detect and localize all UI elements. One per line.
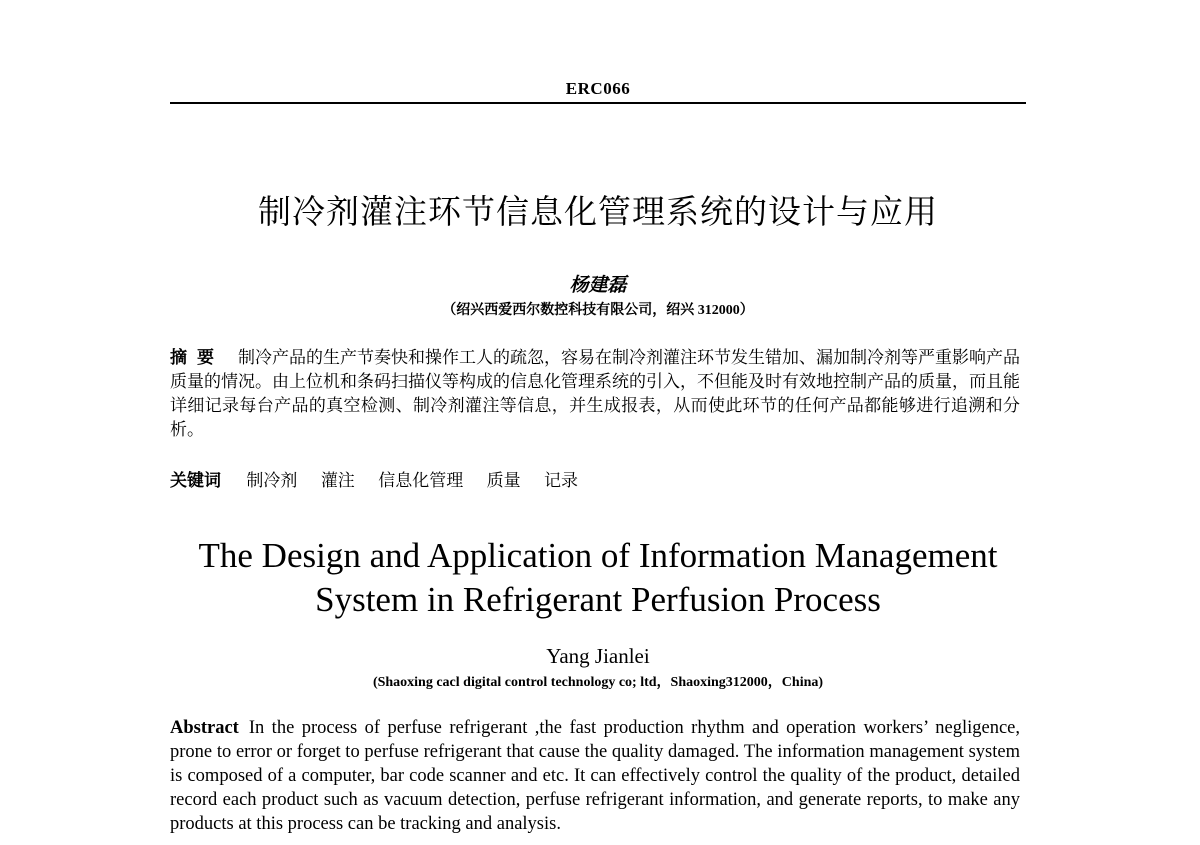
keyword: 信息化管理 [378,471,464,491]
english-affiliation: (Shaoxing cacl digital control technology co; ltd，Shaoxing312000，China) [372,675,824,690]
english-title-line: The Design and Application of Information Management [198,536,998,575]
chinese-abstract [170,346,1020,442]
english-title-line: System in Refrigerant Perfusion Process [315,580,881,619]
header-rule [170,102,1026,104]
chinese-abstract-text: 制冷产品的生产节奏快和操作工人的疏忽，容易在制冷剂灌注环节发生错加、漏加制冷剂等严重影响产品质量的情况。由上位机和条码扫描仪等构成的信息化管理系统的引入，不但能及时有效地控制产品的质量，而且能详细记录每台产品的真空检测、制冷剂灌注等信息，并生成报表，从而使此环节的任何产品都能够进行追溯和分析。 [170,348,1020,440]
keyword: 质量 [486,471,521,491]
paper-code: ERC066 [565,79,631,98]
english-abstract-label: Abstract [170,718,239,738]
english-author: Yang Jianlei [546,644,650,668]
keyword: 记录 [544,471,579,491]
chinese-affiliation: （绍兴西爱西尔数控科技有限公司，绍兴 312000） [442,303,754,318]
keyword: 灌注 [320,471,355,491]
english-abstract-text: In the process of perfuse refrigerant ,the fast production rhythm and operation workers’ negligence, prone to error or forget to perfuse refrigerant that cause the quality damaged. The information management system is composed of a computer, bar code scanner and etc. It can effectively control the quality of the product, detailed record each product such as vacuum detection, perfuse refrigerant information, and generate reports, to make any products at this process can be tracking and analysis. [170,718,1020,834]
chinese-abstract-label: 摘要 [170,348,224,368]
chinese-author: 杨建磊 [569,275,627,296]
chinese-keywords-label: 关键词 [170,471,221,491]
english-abstract [170,716,1020,836]
keyword: 制冷剂 [246,471,298,491]
english-title [150,534,1046,622]
chinese-title: 制冷剂灌注环节信息化管理系统的设计与应用 [258,192,938,231]
chinese-keywords [170,466,1020,491]
